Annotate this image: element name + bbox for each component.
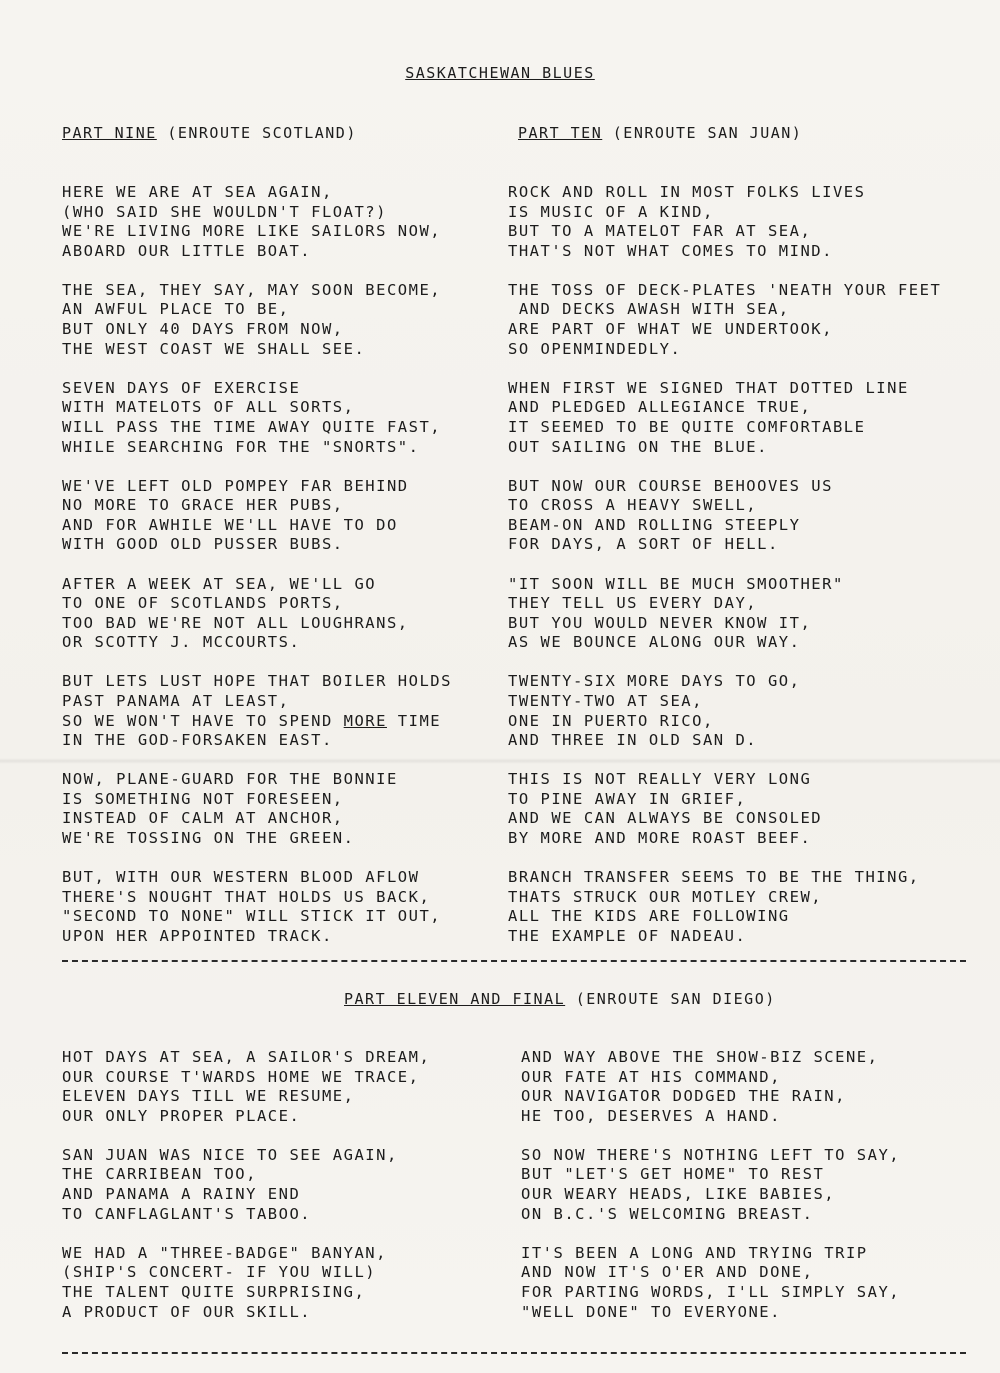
- stanza: [62, 477, 452, 555]
- verse-line: AND FOR AWHILE WE'LL HAVE TO DO: [62, 515, 398, 534]
- dashed-divider-bottom: [62, 1352, 966, 1354]
- verse-line: WE'VE LEFT OLD POMPEY FAR BEHIND: [62, 476, 409, 495]
- stanza: [508, 477, 941, 555]
- verse-line: INSTEAD OF CALM AT ANCHOR,: [62, 809, 344, 828]
- verse-line: WE HAD A "THREE-BADGE" BANYAN,: [62, 1243, 387, 1262]
- stanza: [62, 379, 452, 457]
- verse-line: ALL THE KIDS ARE FOLLOWING: [508, 907, 790, 926]
- stanza: [62, 1244, 430, 1322]
- verse-line: THATS STRUCK OUR MOTLEY CREW,: [508, 887, 823, 906]
- verse-line: OUR WEARY HEADS, LIKE BABIES,: [521, 1185, 836, 1204]
- verse-line: THERE'S NOUGHT THAT HOLDS US BACK,: [62, 887, 431, 906]
- verse-line: TWENTY-SIX MORE DAYS TO GO,: [508, 672, 801, 691]
- part-nine-heading: PART NINE (ENROUTE SCOTLAND): [62, 124, 357, 142]
- verse-line: "IT SOON WILL BE MUCH SMOOTHER": [508, 574, 844, 593]
- stanza: [62, 1146, 430, 1224]
- verse-line: AND WAY ABOVE THE SHOW-BIZ SCENE,: [521, 1048, 879, 1066]
- verse-line: AS WE BOUNCE ALONG OUR WAY.: [508, 633, 801, 652]
- verse-line: AND DECKS AWASH WITH SEA,: [508, 300, 790, 319]
- stanza: [521, 1146, 900, 1224]
- verse-line: (WHO SAID SHE WOULDN'T FLOAT?): [62, 202, 387, 221]
- verse-line: HOT DAYS AT SEA, A SAILOR'S DREAM,: [62, 1048, 431, 1066]
- verse-line: PAST PANAMA AT LEAST,: [62, 691, 290, 710]
- part-eleven-right-verses: [521, 1048, 900, 1342]
- verse-line: OUR NAVIGATOR DODGED THE RAIN,: [521, 1087, 846, 1106]
- verse-line: WHEN FIRST WE SIGNED THAT DOTTED LINE: [508, 378, 909, 397]
- verse-line: AFTER A WEEK AT SEA, WE'LL GO: [62, 574, 377, 593]
- verse-line: BEAM-ON AND ROLLING STEEPLY: [508, 515, 801, 534]
- verse-line: AND PLEDGED ALLEGIANCE TRUE,: [508, 398, 812, 417]
- verse-line: THE SEA, THEY SAY, MAY SOON BECOME,: [62, 280, 442, 299]
- verse-line: BUT, WITH OUR WESTERN BLOOD AFLOW: [62, 868, 420, 887]
- part-nine-verses: [62, 183, 452, 966]
- verse-line: SO WE WON'T HAVE TO SPEND MORE TIME: [62, 711, 442, 730]
- stanza: [62, 868, 452, 946]
- stanza: [508, 868, 941, 946]
- verse-line: BUT NOW OUR COURSE BEHOOVES US: [508, 476, 833, 495]
- verse-line: OUR ONLY PROPER PLACE.: [62, 1106, 301, 1125]
- part-eleven-heading: PART ELEVEN AND FINAL (ENROUTE SAN DIEGO): [344, 990, 776, 1008]
- page-title: SASKATCHEWAN BLUES: [405, 64, 595, 82]
- verse-line: AND NOW IT'S O'ER AND DONE,: [521, 1263, 814, 1282]
- verse-line: THE TALENT QUITE SURPRISING,: [62, 1282, 366, 1301]
- verse-line: AND PANAMA A RAINY END: [62, 1185, 301, 1204]
- verse-line: IT'S BEEN A LONG AND TRYING TRIP: [521, 1243, 868, 1262]
- verse-line: THIS IS NOT REALLY VERY LONG: [508, 770, 812, 789]
- verse-line: NOW, PLANE-GUARD FOR THE BONNIE: [62, 770, 398, 789]
- verse-line: OUR COURSE T'WARDS HOME WE TRACE,: [62, 1067, 420, 1086]
- verse-line: "WELL DONE" TO EVERYONE.: [521, 1302, 781, 1321]
- verse-line: WE'RE TOSSING ON THE GREEN.: [62, 829, 355, 848]
- stanza: [508, 379, 941, 457]
- verse-line: OR SCOTTY J. MCCOURTS.: [62, 633, 301, 652]
- verse-line: "SECOND TO NONE" WILL STICK IT OUT,: [62, 907, 442, 926]
- verse-line: THE CARRIBEAN TOO,: [62, 1165, 257, 1184]
- verse-line: TO ONE OF SCOTLANDS PORTS,: [62, 594, 344, 613]
- stanza: [521, 1244, 900, 1322]
- verse-line: SEVEN DAYS OF EXERCISE: [62, 378, 301, 397]
- verse-line: OUT SAILING ON THE BLUE.: [508, 437, 768, 456]
- verse-line: TWENTY-TWO AT SEA,: [508, 691, 703, 710]
- stanza: [62, 770, 452, 848]
- verse-line: TO PINE AWAY IN GRIEF,: [508, 789, 747, 808]
- verse-line: BUT YOU WOULD NEVER KNOW IT,: [508, 613, 812, 632]
- stanza: [508, 281, 941, 359]
- verse-line: AND THREE IN OLD SAN D.: [508, 731, 758, 750]
- verse-line: BUT LETS LUST HOPE THAT BOILER HOLDS: [62, 672, 452, 691]
- verse-line: OUR FATE AT HIS COMMAND,: [521, 1067, 781, 1086]
- verse-line: ABOARD OUR LITTLE BOAT.: [62, 241, 312, 260]
- stanza: [62, 183, 452, 261]
- verse-line: WHILE SEARCHING FOR THE "SNORTS".: [62, 437, 420, 456]
- stanza: [508, 770, 941, 848]
- verse-line: FOR PARTING WORDS, I'LL SIMPLY SAY,: [521, 1282, 901, 1301]
- verse-line: ARE PART OF WHAT WE UNDERTOOK,: [508, 320, 833, 339]
- stanza: [62, 281, 452, 359]
- stanza: [508, 672, 941, 750]
- verse-line: IS SOMETHING NOT FORESEEN,: [62, 789, 344, 808]
- verse-line: THE EXAMPLE OF NADEAU.: [508, 926, 747, 945]
- verse-line: THE TOSS OF DECK-PLATES 'NEATH YOUR FEET: [508, 280, 942, 299]
- verse-line: AN AWFUL PLACE TO BE,: [62, 300, 290, 319]
- verse-line: TO CROSS A HEAVY SWELL,: [508, 496, 758, 515]
- verse-line: THAT'S NOT WHAT COMES TO MIND.: [508, 241, 833, 260]
- stanza: [62, 672, 452, 750]
- verse-line: HERE WE ARE AT SEA AGAIN,: [62, 183, 333, 201]
- verse-line: WILL PASS THE TIME AWAY QUITE FAST,: [62, 417, 442, 436]
- verse-line: WITH MATELOTS OF ALL SORTS,: [62, 398, 355, 417]
- verse-line: TO CANFLAGLANT'S TABOO.: [62, 1204, 312, 1223]
- stanza: [508, 575, 941, 653]
- verse-line: ELEVEN DAYS TILL WE RESUME,: [62, 1087, 355, 1106]
- verse-line: IS MUSIC OF A KIND,: [508, 202, 714, 221]
- verse-line: UPON HER APPOINTED TRACK.: [62, 926, 333, 945]
- verse-line: HE TOO, DESERVES A HAND.: [521, 1106, 781, 1125]
- dashed-divider: [62, 960, 966, 962]
- verse-line: BUT TO A MATELOT FAR AT SEA,: [508, 222, 812, 241]
- part-eleven-left-verses: [62, 1048, 430, 1342]
- stanza: [62, 1048, 430, 1126]
- verse-line: SO NOW THERE'S NOTHING LEFT TO SAY,: [521, 1145, 901, 1164]
- verse-line: SO OPENMINDEDLY.: [508, 339, 682, 358]
- verse-line: (SHIP'S CONCERT- IF YOU WILL): [62, 1263, 377, 1282]
- verse-line: ON B.C.'S WELCOMING BREAST.: [521, 1204, 814, 1223]
- verse-line: ONE IN PUERTO RICO,: [508, 711, 714, 730]
- verse-line: TOO BAD WE'RE NOT ALL LOUGHRANS,: [62, 613, 409, 632]
- verse-line: AND WE CAN ALWAYS BE CONSOLED: [508, 809, 823, 828]
- verse-line: WITH GOOD OLD PUSSER BUBS.: [62, 535, 344, 554]
- verse-line: IN THE GOD-FORSAKEN EAST.: [62, 731, 333, 750]
- verse-line: THEY TELL US EVERY DAY,: [508, 594, 758, 613]
- verse-line: THE WEST COAST WE SHALL SEE.: [62, 339, 366, 358]
- part-ten-heading: PART TEN (ENROUTE SAN JUAN): [518, 124, 803, 142]
- verse-line: FOR DAYS, A SORT OF HELL.: [508, 535, 779, 554]
- stanza: [508, 183, 941, 261]
- stanza: [521, 1048, 900, 1126]
- verse-line: BUT ONLY 40 DAYS FROM NOW,: [62, 320, 344, 339]
- verse-line: A PRODUCT OF OUR SKILL.: [62, 1302, 312, 1321]
- verse-line: IT SEEMED TO BE QUITE COMFORTABLE: [508, 417, 866, 436]
- stanza: [62, 575, 452, 653]
- verse-line: SAN JUAN WAS NICE TO SEE AGAIN,: [62, 1145, 398, 1164]
- verse-line: BY MORE AND MORE ROAST BEEF.: [508, 829, 812, 848]
- verse-line: NO MORE TO GRACE HER PUBS,: [62, 496, 344, 515]
- part-ten-verses: [508, 183, 941, 966]
- verse-line: BRANCH TRANSFER SEEMS TO BE THE THING,: [508, 868, 920, 887]
- verse-line: ROCK AND ROLL IN MOST FOLKS LIVES: [508, 183, 866, 201]
- verse-line: BUT "LET'S GET HOME" TO REST: [521, 1165, 825, 1184]
- verse-line: WE'RE LIVING MORE LIKE SAILORS NOW,: [62, 222, 442, 241]
